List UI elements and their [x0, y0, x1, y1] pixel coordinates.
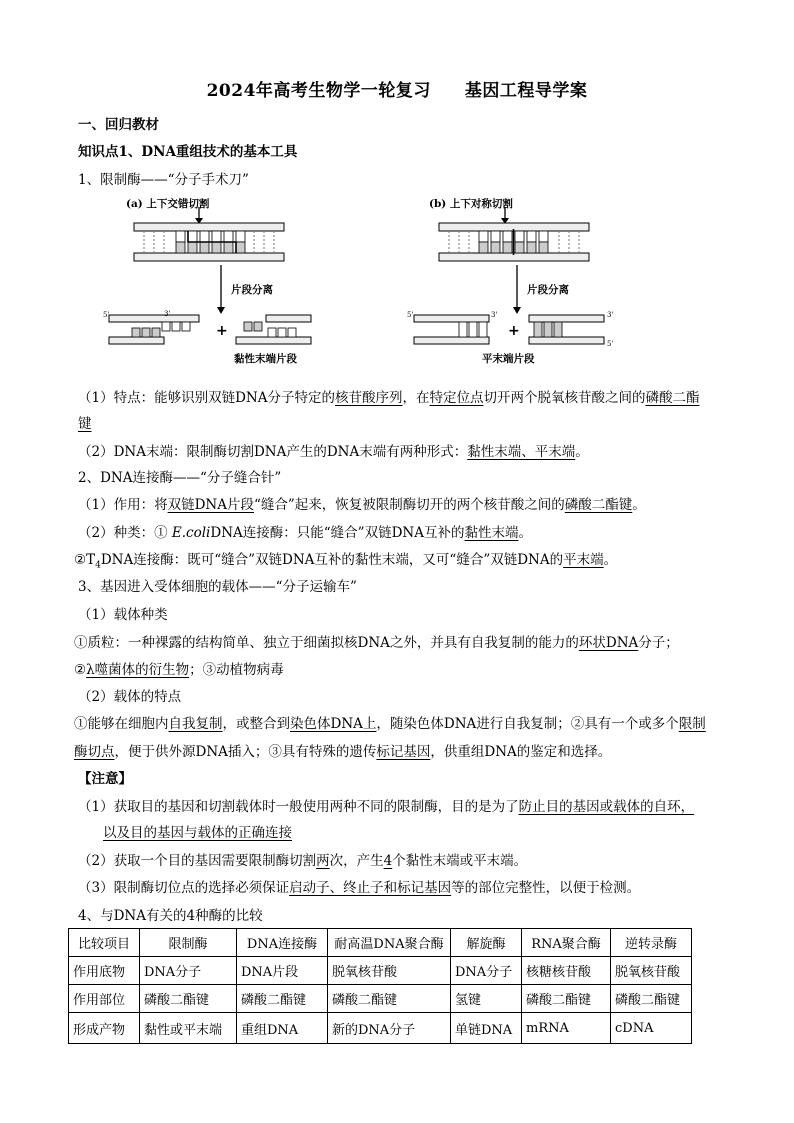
text: ；③动植物病毒 [189, 662, 284, 678]
table-cell: DNA分子 [451, 957, 522, 985]
answer: 酶切点 [74, 744, 115, 760]
fig-b-separate-label: 片段分离 [527, 284, 569, 296]
text: （2）种类：① [78, 525, 172, 541]
answer: 平末端 [563, 552, 604, 568]
text: 次，产生 [329, 853, 384, 869]
page-title [0, 76, 794, 101]
answer: λ噬菌体的衍生物 [86, 662, 190, 678]
text: 切开两个脱氧核苷酸之间的 [483, 390, 646, 406]
text: （1）特点：能够识别双链DNA分子特定的 [78, 390, 335, 406]
knowledge-point-1: 知识点1、DNA重组技术的基本工具 [78, 144, 298, 160]
text: ② [74, 662, 87, 678]
answer: 双链DNA片段 [167, 497, 254, 513]
answer: 4 [383, 853, 393, 869]
answer: 黏性末端、平末端 [467, 444, 576, 460]
text: （2）获取一个目的基因需要限制酶切割 [78, 853, 317, 869]
fig-b-title: (b) 上下对称切割 [429, 198, 513, 210]
fig-b-right-3prime: 3' [607, 311, 614, 319]
table-cell: 单链DNA [451, 1013, 522, 1044]
table-cell: 核糖核苷酸 [522, 957, 611, 985]
table-cell: DNA分子 [140, 957, 237, 985]
fig-b-left-3prime: 3' [491, 311, 498, 319]
table-cell: 脱氧核苷酸 [611, 957, 692, 985]
text: DNA连接酶：只能“缝合”双链DNA互补的 [210, 525, 465, 541]
table-row [69, 957, 692, 985]
answer: 核苷酸序列 [334, 390, 403, 406]
text: 。 [518, 525, 532, 541]
subscript: 4 [95, 560, 101, 571]
fig-a-left-fragment [109, 315, 199, 344]
table-cell: 作用部位 [69, 985, 140, 1013]
table-cell: 磷酸二酯键 [237, 985, 328, 1013]
ecoli-name: E.coli [171, 525, 211, 541]
fig-a-right-fragment [236, 315, 311, 344]
answer: 自我复制 [168, 716, 223, 732]
ligase-types [78, 521, 532, 541]
ligase-function [78, 493, 646, 513]
table-cell: 形成产物 [69, 1013, 140, 1044]
text: ，或整合到 [222, 716, 290, 732]
title-main: 2024年高考生物学一轮复习 [206, 81, 431, 101]
text: DNA连接酶：既可“缝合”双链DNA互补的黏性末端，又可“缝合”双链DNA的 [100, 552, 564, 568]
text: 。 [603, 552, 618, 568]
table-cell: 磷酸二酯键 [522, 985, 611, 1013]
table-header-cell: 比较项目 [69, 929, 140, 957]
item-vector: 3、基因进入受体细胞的载体——“分子运输车” [78, 579, 357, 595]
table-cell: 黏性或平末端 [140, 1013, 237, 1044]
title-sub: 基因工程导学案 [464, 81, 588, 101]
note-1 [78, 795, 694, 815]
fig-b-left-fragment [414, 315, 489, 344]
phage-virus [74, 658, 284, 678]
table-header-cell: RNA聚合酶 [522, 929, 611, 957]
text: “缝合”起来，恢复被限制酶切开的两个核苷酸之间的 [253, 497, 565, 513]
text: ②T [74, 552, 96, 568]
answer: 染色体DNA上 [290, 716, 377, 732]
note-1-cont [103, 821, 292, 841]
table-cell: 磷酸二酯键 [611, 985, 692, 1013]
t4-ligase [74, 548, 617, 571]
vector-feature-1 [74, 712, 706, 732]
table-cell: cDNA [611, 1013, 692, 1044]
table-header-row [69, 929, 692, 957]
fig-b-right-5prime: 5' [607, 340, 614, 348]
fig-a-dna-strand [134, 223, 284, 261]
fig-a-left-5prime: 5' [103, 311, 110, 319]
table-cell: 作用底物 [69, 957, 140, 985]
text: ，便于供外源DNA插入；③具有特殊的遗传 [114, 744, 377, 760]
table-cell: 氢键 [451, 985, 522, 1013]
table-header-cell: 逆转录酶 [611, 929, 692, 957]
fig-b-dna-strand [439, 223, 589, 261]
answer: 两 [316, 853, 330, 869]
text: ，随染色体DNA进行自我复制；②具有一个或多个 [376, 716, 679, 732]
answer: 启动子、终止子和标记基因 [289, 880, 452, 896]
table-cell: 磷酸二酯键 [140, 985, 237, 1013]
text: 分子； [638, 635, 679, 651]
section-heading: 一、回归教材 [78, 117, 159, 133]
table-cell: 脱氧核苷酸 [328, 957, 451, 985]
fig-b-down-arrow-head [513, 307, 521, 314]
fig-a-title: (a) 上下交错切割 [126, 198, 210, 210]
fig-a-left-3prime: 3' [164, 310, 171, 318]
table-cell: DNA片段 [237, 957, 328, 985]
table-header-cell: 耐高温DNA聚合酶 [328, 929, 451, 957]
vector-types-heading: （1）载体种类 [78, 607, 168, 623]
answer: 限制 [678, 716, 706, 732]
text: （3）限制酶切位点的选择必须保证 [78, 880, 290, 896]
dna-ends [78, 440, 589, 460]
note-2 [78, 849, 527, 869]
table-row [69, 1013, 692, 1044]
plasmid [74, 631, 679, 651]
fig-a-separate-label: 片段分离 [231, 284, 273, 296]
restriction-cut-diagram [104, 193, 624, 371]
vector-features-heading: （2）载体的特点 [78, 689, 182, 705]
restriction-feature [78, 386, 699, 406]
answer: 特定位点 [429, 390, 484, 406]
answer: 键 [78, 416, 92, 432]
table-cell: 重组DNA [237, 1013, 328, 1044]
text: ，在 [402, 390, 430, 406]
answer: 黏性末端 [464, 525, 519, 541]
table-row [69, 985, 692, 1013]
text: （1）获取目的基因和切割载体时一般使用两种不同的限制酶，目的是为了 [78, 799, 519, 815]
text: 等的部位完整性，以便于检测。 [451, 880, 641, 896]
text: ，供重组DNA的鉴定和选择。 [430, 744, 612, 760]
answer: 磷酸二酯键 [564, 497, 633, 513]
vector-feature-2 [74, 740, 611, 760]
text: ①能够在细胞内 [74, 716, 169, 732]
answer: 标记基因 [376, 744, 431, 760]
fig-a-sticky-label: 黏性末端片段 [234, 353, 297, 365]
fig-b-blunt-label: 平末端片段 [482, 353, 535, 365]
fig-b-left-5prime: 5' [407, 311, 414, 319]
fig-b-right-fragment [529, 315, 604, 344]
answer: 环状DNA [578, 635, 639, 651]
fig-a-down-arrow-head [217, 307, 225, 314]
text: ①质粒：一种裸露的结构简单、独立于细菌拟核DNA之外，并具有自我复制的能力的 [74, 635, 579, 651]
answer: 磷酸二酯 [645, 390, 700, 406]
note-3 [78, 876, 640, 896]
fig-a-plus: + [216, 323, 228, 339]
text: （1）作用：将 [78, 497, 168, 513]
item-enzyme-compare: 4、与DNA有关的4种酶的比较 [78, 908, 263, 924]
text: （2）DNA末端：限制酶切割DNA产生的DNA末端有两种形式： [78, 444, 468, 460]
enzyme-comparison-table [68, 928, 692, 1044]
restriction-feature-cont [78, 412, 92, 432]
table-header-cell: 限制酶 [140, 929, 237, 957]
table-header-cell: DNA连接酶 [237, 929, 328, 957]
text: 个黏性末端或平末端。 [392, 853, 528, 869]
item-ligase: 2、DNA连接酶——“分子缝合针” [78, 470, 282, 486]
table-cell: 磷酸二酯键 [328, 985, 451, 1013]
table-cell: mRNA [522, 1013, 611, 1044]
item-restriction-enzyme: 1、限制酶——“分子手术刀” [78, 172, 249, 188]
text: 。 [632, 497, 646, 513]
answer: 防止目的基因或载体的自环， [518, 799, 695, 815]
table-cell: 新的DNA分子 [328, 1013, 451, 1044]
note-heading: 【注意】 [78, 771, 132, 787]
fig-b-plus: + [508, 323, 520, 339]
table-header-cell: 解旋酶 [451, 929, 522, 957]
text: 。 [575, 444, 589, 460]
answer: 以及目的基因与载体的正确连接 [103, 825, 292, 841]
